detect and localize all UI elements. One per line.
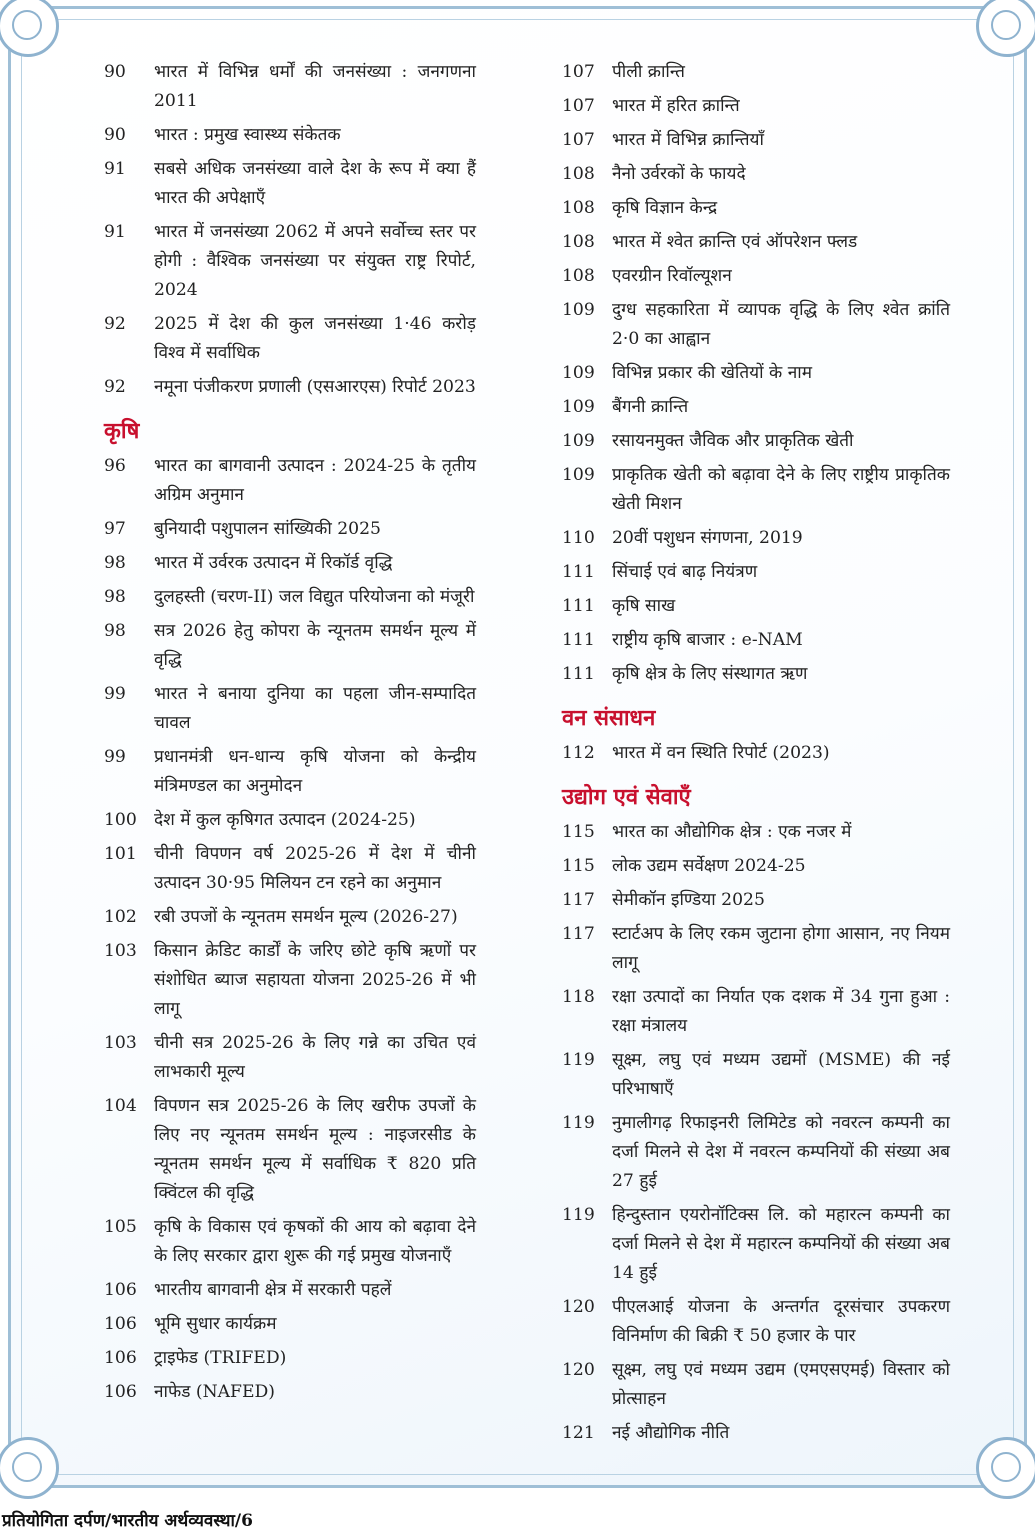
page-number: 101 (104, 844, 137, 864)
entry-title: भारतीय बागवानी क्षेत्र में सरकारी पहलें (154, 1280, 392, 1300)
toc-entry (562, 92, 950, 121)
entry-title: भारत : प्रमुख स्वास्थ्य संकेतक (154, 125, 341, 145)
page-number: 96 (104, 456, 126, 476)
page-number: 109 (562, 397, 595, 417)
entry-title: भारत में हरित क्रान्ति (612, 96, 740, 116)
page-number: 109 (562, 431, 595, 451)
entry-title: भूमि सुधार कार्यक्रम (154, 1314, 277, 1334)
toc-entry (562, 1201, 950, 1288)
page-number: 91 (104, 159, 126, 179)
udyog-list (562, 818, 950, 1448)
page-number: 106 (104, 1348, 137, 1368)
entry-title: प्रधानमंत्री धन-धान्य कृषि योजना को केन्द्रीय मंत्रिमण्डल का अनुमोदन (154, 747, 476, 796)
entry-title: प्राकृतिक खेती को बढ़ावा देने के लिए राष्ट्रीय प्राकृतिक खेती मिशन (612, 465, 950, 514)
entry-title: स्टार्टअप के लिए रकम जुटाना होगा आसान, नए नियम लागू (612, 924, 950, 973)
toc-entry (104, 583, 476, 612)
page-number: 115 (562, 856, 595, 876)
page-number: 102 (104, 907, 137, 927)
toc-entry (104, 1378, 476, 1407)
entry-title: एवरग्रीन रिवॉल्यूशन (612, 266, 732, 286)
page-number: 111 (562, 630, 595, 650)
toc-entry (104, 1276, 476, 1305)
page-number: 118 (562, 987, 595, 1007)
entry-title: लोक उद्यम सर्वेक्षण 2024-25 (612, 856, 806, 876)
page-number: 109 (562, 465, 595, 485)
entry-title: भारत का औद्योगिक क्षेत्र : एक नजर में (612, 822, 852, 842)
page-number: 107 (562, 96, 595, 116)
page-number: 119 (562, 1113, 595, 1133)
page-number: 100 (104, 810, 137, 830)
corner-ornament (0, 0, 59, 57)
entry-title: 20वीं पशुधन संगणना, 2019 (612, 528, 803, 548)
entry-title: भारत में जनसंख्या 2062 में अपने सर्वोच्च स्तर पर होगी : वैश्विक जनसंख्या पर संयुक्त राष्ट्र रिपोर्ट, 2024 (154, 222, 476, 300)
page-number: 106 (104, 1280, 137, 1300)
toc-entry (562, 558, 950, 587)
page-number: 115 (562, 822, 595, 842)
entry-title: पीली क्रान्ति (612, 62, 685, 82)
section-heading-udyog: उद्योग एवं सेवाएँ (562, 784, 691, 810)
page-number: 105 (104, 1217, 137, 1237)
toc-entry (104, 840, 476, 898)
corner-ornament (976, 1437, 1035, 1499)
krishi-continued-list (562, 58, 950, 689)
toc-entry (562, 228, 950, 257)
entry-title: किसान क्रेडिट कार्डों के जरिए छोटे कृषि ऋणों पर संशोधित ब्याज सहायता योजना 2025-26 में भी लागू (154, 941, 476, 1019)
page-number: 120 (562, 1360, 595, 1380)
page-number: 99 (104, 747, 126, 767)
entry-title: विपणन सत्र 2025-26 के लिए खरीफ उपजों के लिए नए न्यूनतम समर्थन मूल्य : नाइजरसीड के न्यूनतम समर्थन मूल्य में सर्वाधिक ₹ 820 प्रति क्विंटल की वृद्धि (154, 1096, 476, 1203)
entry-title: भारत में उर्वरक उत्पादन में रिकॉर्ड वृद्धि (154, 553, 393, 573)
toc-entry (562, 1046, 950, 1104)
toc-entry (104, 1310, 476, 1339)
section-heading-van: वन संसाधन (562, 705, 656, 731)
toc-entry (562, 592, 950, 621)
entry-title: रक्षा उत्पादों का निर्यात एक दशक में 34 गुना हुआ : रक्षा मंत्रालय (612, 987, 950, 1036)
toc-entry (562, 524, 950, 553)
page-number: 104 (104, 1096, 137, 1116)
page-number: 111 (562, 596, 595, 616)
toc-entry (104, 549, 476, 578)
entry-title: दुलहस्ती (चरण-II) जल विद्युत परियोजना को मंजूरी (154, 587, 475, 607)
toc-entry (562, 886, 950, 915)
entry-title: देश में कुल कृषिगत उत्पादन (2024-25) (154, 810, 416, 830)
toc-entry (562, 393, 950, 422)
entry-title: नई औद्योगिक नीति (612, 1423, 730, 1443)
toc-entry (104, 515, 476, 544)
entry-title: सत्र 2026 हेतु कोपरा के न्यूनतम समर्थन मूल्य में वृद्धि (154, 621, 476, 670)
toc-entry (562, 262, 950, 291)
entry-title: भारत ने बनाया दुनिया का पहला जीन-सम्पादित चावल (154, 684, 476, 733)
page-number: 110 (562, 528, 595, 548)
corner-ornament (976, 0, 1035, 57)
toc-entry (104, 1092, 476, 1208)
page-number: 90 (104, 62, 126, 82)
entry-title: भारत में वन स्थिति रिपोर्ट (2023) (612, 743, 830, 763)
entry-title: कृषि के विकास एवं कृषकों की आय को बढ़ावा देने के लिए सरकार द्वारा शुरू की गई प्रमुख योजनाएँ (154, 1217, 476, 1266)
page-number: 121 (562, 1423, 595, 1443)
toc-entry (562, 818, 950, 847)
population-list (104, 58, 476, 402)
page-number: 117 (562, 924, 595, 944)
entry-title: सिंचाई एवं बाढ़ नियंत्रण (612, 562, 758, 582)
entry-title: बैंगनी क्रान्ति (612, 397, 689, 417)
page-number: 98 (104, 621, 126, 641)
toc-entry (104, 680, 476, 738)
toc-entry (104, 58, 476, 116)
page-number: 112 (562, 743, 595, 763)
page-number: 111 (562, 664, 595, 684)
corner-ornament (0, 1437, 59, 1499)
entry-title: सूक्ष्म, लघु एवं मध्यम उद्यमों (MSME) की नई परिभाषाएँ (612, 1050, 950, 1099)
entry-title: नैनो उर्वरकों के फायदे (612, 164, 746, 184)
toc-entry (104, 452, 476, 510)
entry-title: ट्राइफेड (TRIFED) (154, 1348, 287, 1368)
toc-entry (104, 1344, 476, 1373)
toc-entry (562, 296, 950, 354)
entry-title: चीनी विपणन वर्ष 2025-26 में देश में चीनी उत्पादन 30·95 मिलियन टन रहने का अनुमान (154, 844, 476, 893)
toc-entry (104, 903, 476, 932)
toc-entry (104, 218, 476, 305)
toc-entry (562, 427, 950, 456)
page-number: 107 (562, 130, 595, 150)
van-list (562, 739, 950, 768)
entry-title: दुग्ध सहकारिता में व्यापक वृद्धि के लिए श्वेत क्रांति 2·0 का आह्वान (612, 300, 950, 349)
toc-entry (104, 937, 476, 1024)
page-number: 109 (562, 363, 595, 383)
left-column (104, 58, 476, 1412)
toc-entry (104, 1029, 476, 1087)
toc-entry (562, 194, 950, 223)
toc-entry (104, 1213, 476, 1271)
toc-entry (562, 126, 950, 155)
page-number: 98 (104, 553, 126, 573)
entry-title: भारत में श्वेत क्रान्ति एवं ऑपरेशन फ्लड (612, 232, 858, 252)
page-number: 92 (104, 314, 126, 334)
krishi-list (104, 452, 476, 1407)
toc-entry (562, 1356, 950, 1414)
entry-title: रसायनमुक्त जैविक और प्राकृतिक खेती (612, 431, 854, 451)
entry-title: सेमीकॉन इण्डिया 2025 (612, 890, 765, 910)
page-number: 109 (562, 300, 595, 320)
entry-title: सूक्ष्म, लघु एवं मध्यम उद्यम (एमएसएमई) विस्तार को प्रोत्साहन (612, 1360, 950, 1409)
page-number: 108 (562, 232, 595, 252)
toc-entry (104, 806, 476, 835)
toc-entry (104, 743, 476, 801)
page-number: 108 (562, 198, 595, 218)
entry-title: भारत का बागवानी उत्पादन : 2024-25 के तृतीय अग्रिम अनुमान (154, 456, 476, 505)
page-number: 99 (104, 684, 126, 704)
entry-title: भारत में विभिन्न क्रान्तियाँ (612, 130, 764, 150)
page-number: 106 (104, 1314, 137, 1334)
toc-entry (562, 920, 950, 978)
toc-entry (562, 1419, 950, 1448)
entry-title: नमूना पंजीकरण प्रणाली (एसआरएस) रिपोर्ट 2023 (154, 377, 476, 397)
toc-entry (104, 310, 476, 368)
entry-title: कृषि क्षेत्र के लिए संस्थागत ऋण (612, 664, 808, 684)
toc-entry (104, 121, 476, 150)
entry-title: चीनी सत्र 2025-26 के लिए गन्ने का उचित एवं लाभकारी मूल्य (154, 1033, 476, 1082)
page-number: 108 (562, 164, 595, 184)
footer-publication-label: प्रतियोगिता दर्पण/भारतीय अर्थव्यवस्था/6 (2, 1511, 253, 1531)
page-number: 103 (104, 941, 137, 961)
entry-title: नाफेड (NAFED) (154, 1382, 276, 1402)
toc-entry (562, 660, 950, 689)
entry-title: भारत में विभिन्न धर्मों की जनसंख्या : जनगणना 2011 (154, 62, 476, 111)
page-number: 107 (562, 62, 595, 82)
page-number: 106 (104, 1382, 137, 1402)
entry-title: रबी उपजों के न्यूनतम समर्थन मूल्य (2026-27) (154, 907, 458, 927)
page-number: 92 (104, 377, 126, 397)
toc-entry (562, 626, 950, 655)
page-number: 103 (104, 1033, 137, 1053)
page-number: 90 (104, 125, 126, 145)
right-column (562, 58, 950, 1453)
entry-title: कृषि साख (612, 596, 676, 616)
toc-entry (562, 461, 950, 519)
toc-entry (562, 983, 950, 1041)
toc-entry (562, 1109, 950, 1196)
page-number: 119 (562, 1205, 595, 1225)
entry-title: नुमालीगढ़ रिफाइनरी लिमिटेड को नवरत्न कम्पनी का दर्जा मिलने से देश में नवरत्न कम्पनियों की संख्या अब 27 हुई (612, 1113, 950, 1191)
section-heading-krishi: कृषि (104, 418, 140, 444)
entry-title: पीएलआई योजना के अन्तर्गत दूरसंचार उपकरण विनिर्माण की बिक्री ₹ 50 हजार के पार (612, 1297, 950, 1346)
page-number: 111 (562, 562, 595, 582)
toc-entry (562, 852, 950, 881)
entry-title: हिन्दुस्तान एयरोनॉटिक्स लि. को महारत्न कम्पनी का दर्जा मिलने से देश में महारत्न कम्पनियों की संख्या अब 14 हुई (612, 1205, 950, 1283)
toc-entry (562, 1293, 950, 1351)
entry-title: विभिन्न प्रकार की खेतियों के नाम (612, 363, 812, 383)
page-number: 97 (104, 519, 126, 539)
toc-entry (562, 160, 950, 189)
toc-entry (562, 739, 950, 768)
page-number: 98 (104, 587, 126, 607)
toc-entry (104, 373, 476, 402)
entry-title: कृषि विज्ञान केन्द्र (612, 198, 718, 218)
toc-entry (562, 359, 950, 388)
entry-title: राष्ट्रीय कृषि बाजार : e-NAM (612, 630, 803, 650)
toc-entry (104, 155, 476, 213)
page-number: 119 (562, 1050, 595, 1070)
entry-title: 2025 में देश की कुल जनसंख्या 1·46 करोड़ विश्व में सर्वाधिक (154, 314, 476, 363)
toc-entry (562, 58, 950, 87)
toc-entry (104, 617, 476, 675)
page-number: 91 (104, 222, 126, 242)
entry-title: बुनियादी पशुपालन सांख्यिकी 2025 (154, 519, 381, 539)
page-number: 120 (562, 1297, 595, 1317)
page-number: 117 (562, 890, 595, 910)
page-number: 108 (562, 266, 595, 286)
entry-title: सबसे अधिक जनसंख्या वाले देश के रूप में क्या हैं भारत की अपेक्षाएँ (154, 159, 476, 208)
